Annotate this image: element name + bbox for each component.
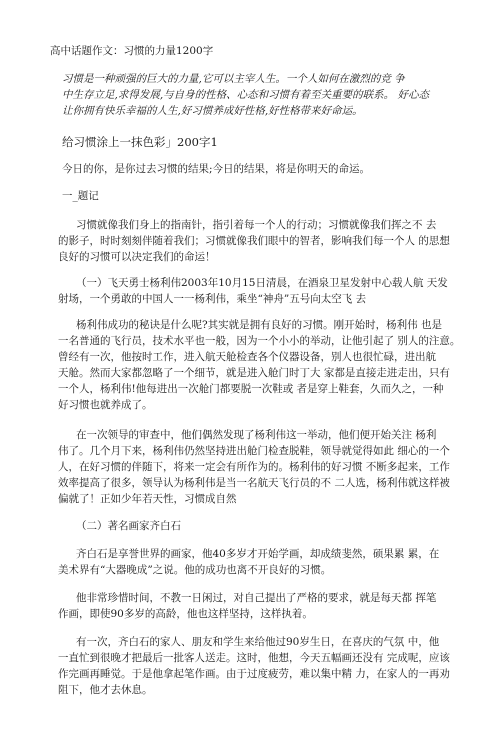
paragraph-5-line-1: 在一次领导的审查中，他们偶然发现了杨利伟这一举动，他们便开始关注 杨利	[76, 429, 437, 441]
paragraph-4-line-1: 杨利伟成功的秘诀是什么呢?其实就是拥有良好的习惯。刚开始时，杨利伟 也是	[76, 319, 442, 331]
paragraph-8-line-3: 作完画再睡觉。于是他拿起笔作画。由于过度疲劳，难以集中精 力，在家人的一再劝	[58, 668, 450, 680]
subtitle: 给习惯涂上一抹色彩」200字1	[62, 135, 218, 149]
paragraph-4-line-2: 一名普通的飞行员，技术水平也一般，因为一个小小的举动，让他引起了 别人的注意。	[58, 335, 461, 347]
paragraph-5-line-2: 伟了。几个月下来，杨利伟仍然坚持进出舱门检查脱鞋，领导就觉得如此 细心的一个	[58, 445, 450, 457]
paragraph-7-line-2: 作画，即使90多岁的高龄，他也这样坚持，这样执着。	[58, 608, 313, 620]
document-title: 高中话题作文：习惯的力量1200字	[50, 45, 214, 57]
paragraph-2-line-3: 良好的习惯可以决定我们的命运！	[58, 251, 216, 263]
paragraph-2-line-2: 的影子，时时刻刻伴随着我们；习惯就像我们眼中的智者，影响我们每一个人 的思想	[58, 235, 450, 247]
section-heading-1: 一_题记	[62, 190, 99, 202]
paragraph-4-line-5: 一个人，杨利伟!他每进出一次舱门都要脱一次鞋或 者是穿上鞋套，久而久之，一种	[58, 383, 444, 395]
paragraph-4-line-6: 好习惯也就养成了。	[58, 399, 153, 411]
paragraph-8-line-4: 阻下，他才去休息。	[58, 684, 153, 696]
paragraph-3-line-2: 射场，一个勇敢的中国人一一杨利伟，乘坐“神舟”五号向太空飞 去	[58, 293, 367, 305]
paragraph-5-line-5: 偏就了！正如少年若天性，习惯成自然	[58, 493, 237, 505]
paragraph-8-line-1: 有一次，齐白石的家人、朋友和学生来给他过90岁生日，在喜庆的气氛 中，他	[76, 636, 440, 648]
intro-line-2: 中生存立足,求得发展,与自身的性格、心态和习惯有着至关重要的联系。 好心态	[62, 89, 430, 101]
paragraph-4-line-3: 曾经有一次，他按时工作，进入航天舱检查各个仪器设备，别人也很忙碌，进出航	[58, 351, 436, 363]
paragraph-2-line-1: 习惯就像我们身上的指南针，指引着每一个人的行动；习惯就像我们挥之不 去	[76, 219, 437, 231]
paragraph-5-line-4: 效率提高了很多，领导认为杨利伟是当一名航天飞行员的不 二人选，杨利伟就这样被	[58, 477, 450, 489]
paragraph-3-line-1: （一）飞天勇士杨利伟2003年10月15日清晨，在酒泉卫星发射中心载人航 天发	[76, 277, 448, 289]
paragraph-6-line-1: 齐白石是享誉世界的画家，他40多岁才开始学画，却成绩斐然，硕果累 累，在	[76, 548, 440, 560]
paragraph-5-line-3: 人，在好习惯的伴随下，将来一定会有所作为的。杨利伟的好习惯 不断多起来，工作	[58, 461, 450, 473]
paragraph-4-line-4: 天舱。然而大家都忽略了一个细节，就是进入舱门时丁大 家都是直接走进走出，只有	[58, 367, 450, 379]
intro-line-3: 让你拥有快乐幸福的人生,好习惯养成好性格,好性格带来好命运。	[62, 105, 363, 117]
paragraph-8-line-2: 一直忙到很晚才把最后一批客人送走。这时，他想，今天五幅画还没有 完成呢，应该	[58, 652, 450, 664]
paragraph-1: 今日的你，是你过去习惯的结果;今日的结果，将是你明天的命运。	[62, 163, 371, 175]
paragraph-6-line-2: 美术界有“大器晚成”之说。他的成功也离不开良好的习惯。	[58, 564, 332, 576]
section-heading-2: （二）著名画家齐白石	[76, 520, 181, 532]
paragraph-7-line-1: 他非常珍惜时间，不教一日闲过，对自己提出了严格的要求，就是每天都 挥笔	[76, 592, 437, 604]
intro-line-1: 习惯是一种顽强的巨大的力量,它可以主宰人生。一个人如何在激烈的竞 争	[62, 73, 405, 85]
